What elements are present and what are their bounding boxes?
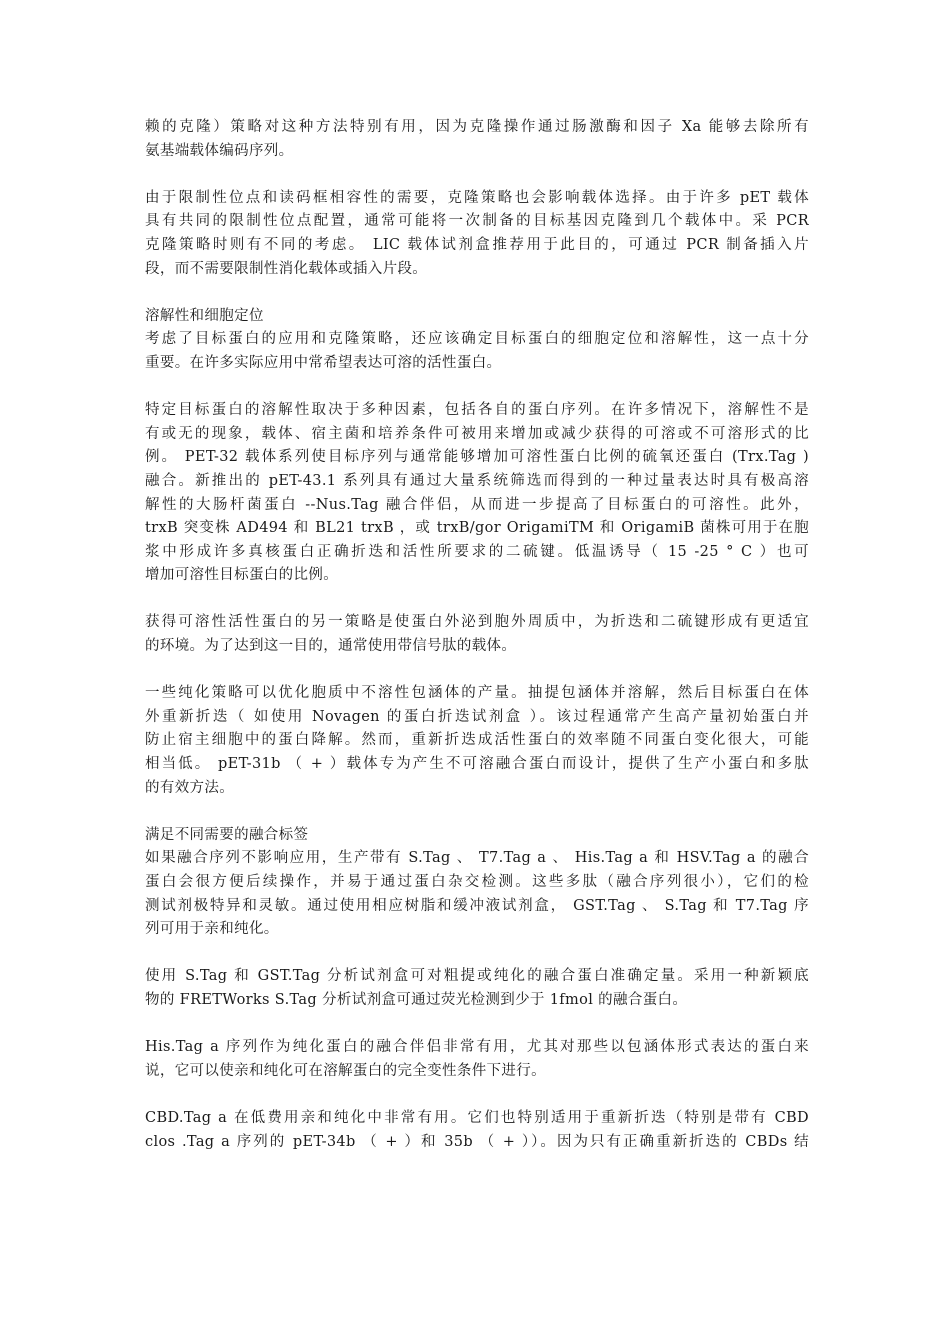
text-line: 例。 PET-32 载体系列使目标序列与通常能够增加可溶性蛋白比例的硫氧还蛋白 (Trx.Tag )	[145, 449, 809, 466]
paragraph-periplasm-secretion	[145, 611, 809, 658]
paragraph-restriction-sites	[145, 187, 809, 281]
text-line: 段，而不需要限制性消化载体或插入片段。	[145, 260, 428, 277]
text-line: 解性的大肠杆菌蛋白 --Nus.Tag 融合伴侣，从而进一步提高了目标蛋白的可溶性。此外，	[145, 496, 809, 513]
section-heading: 溶解性和细胞定位	[145, 307, 264, 324]
text-line: 获得可溶性活性蛋白的另一策略是使蛋白外泌到胞外周质中，为折迭和二硫键形成有更适宜	[145, 614, 809, 631]
text-line: 具有共同的限制性位点配置，通常可能将一次制备的目标基因克隆到几个载体中。采 PCR	[145, 213, 809, 230]
document-page	[145, 116, 809, 1178]
text-line: 一些纯化策略可以优化胞质中不溶性包涵体的产量。抽提包涵体并溶解，然后目标蛋白在体	[145, 685, 809, 702]
text-line: 外重新折迭（ 如使用 Novagen 的蛋白折迭试剂盒 ）。该过程通常产生高产量初始蛋白并	[145, 708, 809, 725]
section-solubility-localization	[145, 305, 809, 376]
text-line: 说，它可以使亲和纯化可在溶解蛋白的完全变性条件下进行。	[145, 1062, 546, 1079]
text-line: 浆中形成许多真核蛋白正确折迭和活性所要求的二硫键。低温诱导（ 15 -25 ° C ）也可	[145, 543, 809, 560]
text-line: 克隆策略时则有不同的考虑。 LIC 载体试剂盒推荐用于此目的，可通过 PCR 制备插入片	[145, 236, 809, 253]
text-line: 融合。新推出的 pET-43.1 系列具有通过大量系统筛选而得到的一种过量表达时具有极高溶	[145, 472, 809, 489]
text-line: 增加可溶性目标蛋白的比例。	[145, 567, 339, 584]
paragraph-inclusion-bodies	[145, 682, 809, 800]
text-line: 有或无的现象，载体、宿主菌和培养条件可被用来增加或减少获得的可溶或不可溶形式的比	[145, 425, 809, 442]
text-line: 使用 S.Tag 和 GST.Tag 分析试剂盒可对粗提或纯化的融合蛋白准确定量。采用一种新颖底	[145, 968, 809, 985]
text-line: CBD.Tag a 在低费用亲和纯化中非常有用。它们也特别适用于重新折迭（特别是带有 CBD	[145, 1109, 809, 1126]
text-line: trxB 突变株 AD494 和 BL21 trxB ，或 trxB/gor OrigamiTM 和 OrigamiB 菌株可用于在胞	[145, 520, 809, 537]
section-heading: 满足不同需要的融合标签	[145, 826, 309, 843]
section-fusion-tags	[145, 824, 809, 942]
text-line: 的有效方法。	[145, 779, 235, 796]
paragraph-stag-assay	[145, 965, 809, 1012]
text-line: 测试剂极特异和灵敏。通过使用相应树脂和缓冲液试剂盒， GST.Tag 、 S.Tag 和 T7.Tag 序	[145, 897, 809, 914]
paragraph-cbdtag	[145, 1107, 809, 1154]
text-line: 相当低。 pET-31b （ + ）载体专为产生不可溶融合蛋白而设计，提供了生产小蛋白和多肽	[145, 756, 809, 773]
text-line: 的环境。为了达到这一目的，通常使用带信号肽的载体。	[145, 638, 517, 655]
text-line: 由于限制性位点和读码框相容性的需要，克隆策略也会影响载体选择。由于许多 pET 载体	[145, 189, 809, 206]
text-line: His.Tag a 序列作为纯化蛋白的融合伴侣非常有用，尤其对那些以包涵体形式表达的蛋白来	[145, 1039, 809, 1056]
text-line: 如果融合序列不影响应用，生产带有 S.Tag 、 T7.Tag a 、 His.Tag a 和 HSV.Tag a 的融合	[145, 850, 809, 867]
text-line: 重要。在许多实际应用中常希望表达可溶的活性蛋白。	[145, 354, 502, 371]
text-line: 考虑了目标蛋白的应用和克隆策略，还应该确定目标蛋白的细胞定位和溶解性，这一点十分	[145, 331, 809, 348]
text-line: 氨基端载体编码序列。	[145, 142, 294, 159]
paragraph-cloning-enterokinase	[145, 116, 809, 163]
text-line: 蛋白会很方便后续操作，并易于通过蛋白杂交检测。这些多肽（融合序列很小），它们的检	[145, 874, 809, 890]
paragraph-solubility-factors	[145, 399, 809, 588]
paragraph-histag	[145, 1036, 809, 1083]
text-line: 防止宿主细胞中的蛋白降解。然而，重新折迭成活性蛋白的效率随不同蛋白变化很大，可能	[145, 732, 809, 749]
text-line: 物的 FRETWorks S.Tag 分析试剂盒可通过荧光检测到少于 1fmol 的融合蛋白。	[145, 991, 688, 1008]
text-line: clos .Tag a 序列的 pET-34b （ + ）和 35b （ + ））。因为只有正确重新折迭的 CBDs 结	[145, 1133, 809, 1150]
text-line: 特定目标蛋白的溶解性取决于多种因素，包括各自的蛋白序列。在许多情况下，溶解性不是	[145, 402, 809, 419]
text-line: 赖的克隆）策略对这种方法特别有用，因为克隆操作通过肠激酶和因子 Xa 能够去除所有	[145, 119, 809, 135]
text-line: 列可用于亲和纯化。	[145, 921, 279, 938]
